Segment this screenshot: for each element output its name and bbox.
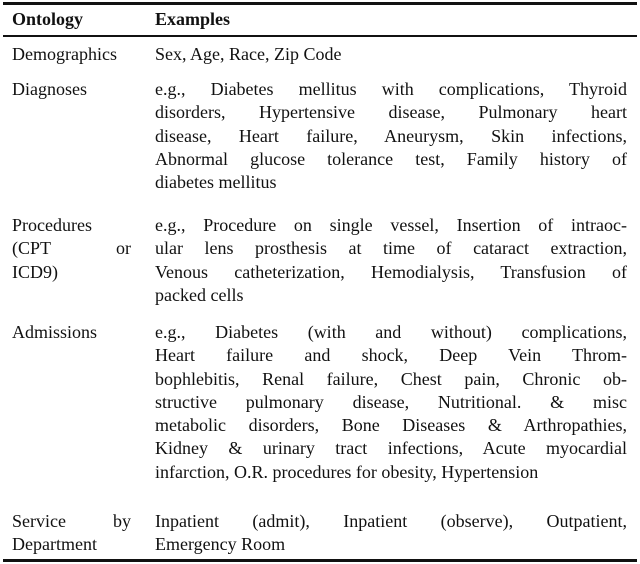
- ontology-cell: [12, 43, 131, 66]
- cell-line: Service by: [12, 511, 131, 531]
- cell-line: disorders, Hypertensive disease, Pulmonary heart: [155, 102, 627, 123]
- cell-line: infarction, O.R. procedures for obesity, Hypertension: [155, 461, 539, 482]
- cell-line: Kidney & urinary tract infections, Acute myocardial: [155, 438, 627, 459]
- cell-line: packed cells: [155, 284, 244, 305]
- cell-line: e.g., Procedure on single vessel, Insertion of intraoc-: [155, 215, 627, 235]
- cell-line: Procedures: [12, 215, 92, 235]
- top-rule: [3, 2, 637, 5]
- cell-line: Admissions: [12, 322, 98, 342]
- cell-line: ICD9): [12, 261, 58, 282]
- ontology-cell: [12, 214, 131, 284]
- cell-line: Inpatient (admit), Inpatient (observe), Outpatient,: [155, 511, 627, 531]
- cell-line: Emergency Room: [155, 534, 286, 555]
- bottom-rule: [3, 559, 637, 562]
- header-ontology: Ontology: [12, 9, 84, 29]
- cell-line: Sex, Age, Race, Zip Code: [155, 44, 342, 64]
- cell-line: disease, Heart failure, Aneurysm, Skin infections,: [155, 125, 627, 146]
- examples-cell: [155, 43, 627, 66]
- cell-line: metabolic disorders, Bone Diseases & Arthropathies,: [155, 415, 627, 436]
- cell-line: bophlebitis, Renal failure, Chest pain, Chronic ob-: [155, 368, 627, 389]
- header-examples: Examples: [155, 9, 231, 29]
- cell-line: e.g., Diabetes mellitus with complications, Thyroid: [155, 79, 627, 99]
- cell-line: Demographics: [12, 44, 117, 64]
- cell-line: Diagnoses: [12, 79, 87, 99]
- cell-line: diabetes mellitus: [155, 172, 277, 193]
- cell-line: Abnormal glucose tolerance test, Family history of: [155, 148, 627, 169]
- cell-line: (CPT or: [12, 238, 131, 259]
- cell-line: Heart failure and shock, Deep Vein Throm-: [155, 345, 627, 366]
- examples-cell: [155, 78, 627, 194]
- cell-line: structive pulmonary disease, Nutritional. & misc: [155, 391, 627, 412]
- cell-line: Department: [12, 534, 97, 555]
- examples-cell: [155, 321, 627, 484]
- examples-cell: [155, 214, 627, 307]
- ontology-cell: [12, 321, 131, 344]
- examples-cell: [155, 510, 627, 557]
- ontology-cell: [12, 78, 131, 101]
- header-rule: [3, 35, 637, 37]
- cell-line: ular lens prosthesis at time of cataract extraction,: [155, 238, 627, 259]
- cell-line: e.g., Diabetes (with and without) complications,: [155, 322, 627, 342]
- cell-line: Venous catheterization, Hemodialysis, Transfusion of: [155, 261, 627, 282]
- ontology-cell: [12, 510, 131, 557]
